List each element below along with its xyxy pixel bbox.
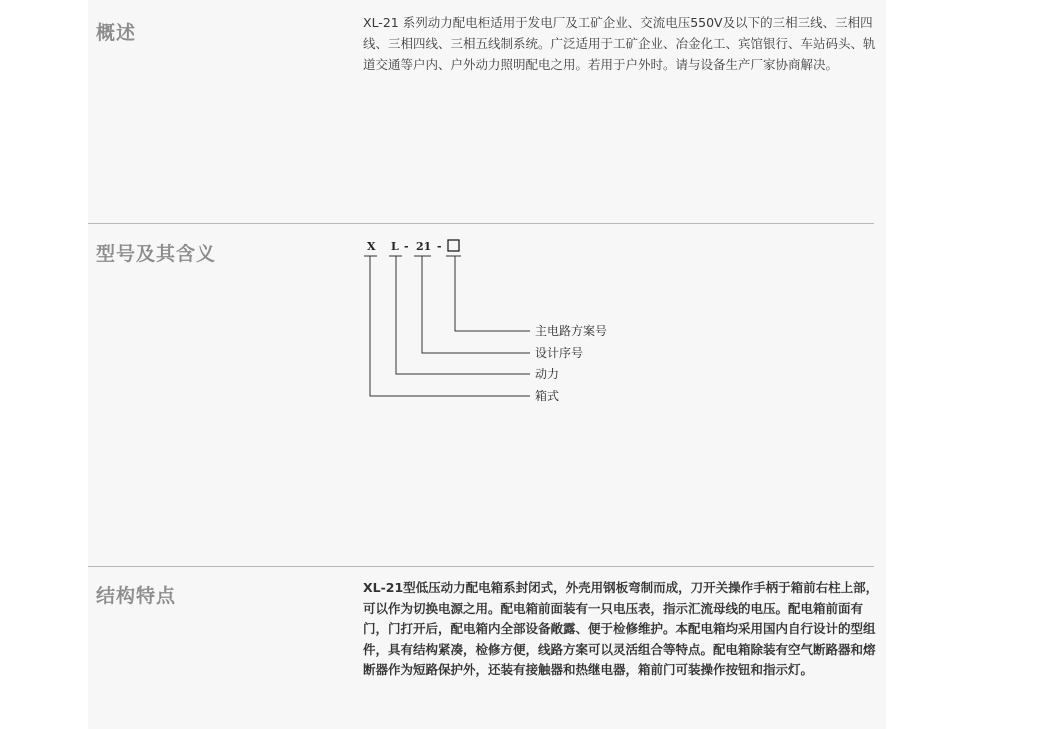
structure-text: XL-21型低压动力配电箱系封闭式，外壳用钢板弯制而成，刀开关操作手柄于箱前右柱上部，可以作为切换电源之用。配电箱前面装有一只电压表，指示汇流母线的电压。配电箱前面有门，门打开后，配电箱内全部设备敞露、便于检修维护。本配电箱均采用国内自行设计的型组件，具有结构紧凑，检修方便，线路方案可以灵活组合等特点。配电箱除装有空气断路器和熔断器作为短路保护外，还装有接触器和热继电器，箱前门可装操作按钮和指示灯。 <box>363 580 879 677</box>
code-dash-1: - <box>404 240 409 253</box>
code-part-x: X <box>367 240 376 253</box>
leader-line-power <box>396 256 530 374</box>
meaning-scheme-no: 主电路方案号 <box>535 324 608 338</box>
code-part-l: L <box>391 240 399 253</box>
code-dash-2: - <box>437 240 442 253</box>
structure-title: 结构特点 <box>96 585 177 607</box>
section-divider-1 <box>88 223 874 224</box>
model-title: 型号及其含义 <box>96 243 217 265</box>
section-divider-2 <box>88 566 874 567</box>
overview-text: XL-21 系列动力配电柜适用于发电厂及工矿企业、交流电压550V及以下的三相三线、三相四线、三相四线、三相五线制系统。广泛适用于工矿企业、冶金化工、宾馆银行、车站码头、轨道交通等户内、户外动力照明配电之用。若用于户外时。请与设备生产厂家协商解决。 <box>363 15 876 72</box>
leader-line-scheme <box>455 256 530 331</box>
overview-title: 概述 <box>96 22 137 44</box>
meaning-design-no: 设计序号 <box>535 346 584 360</box>
code-part-21: 21 <box>416 240 432 253</box>
leader-line-design <box>422 256 530 353</box>
leader-line-box-type <box>370 256 530 396</box>
meaning-box-type: 箱式 <box>535 389 560 403</box>
code-placeholder-box <box>448 240 459 251</box>
meaning-power: 动力 <box>535 367 560 381</box>
model-code-diagram <box>355 232 655 412</box>
